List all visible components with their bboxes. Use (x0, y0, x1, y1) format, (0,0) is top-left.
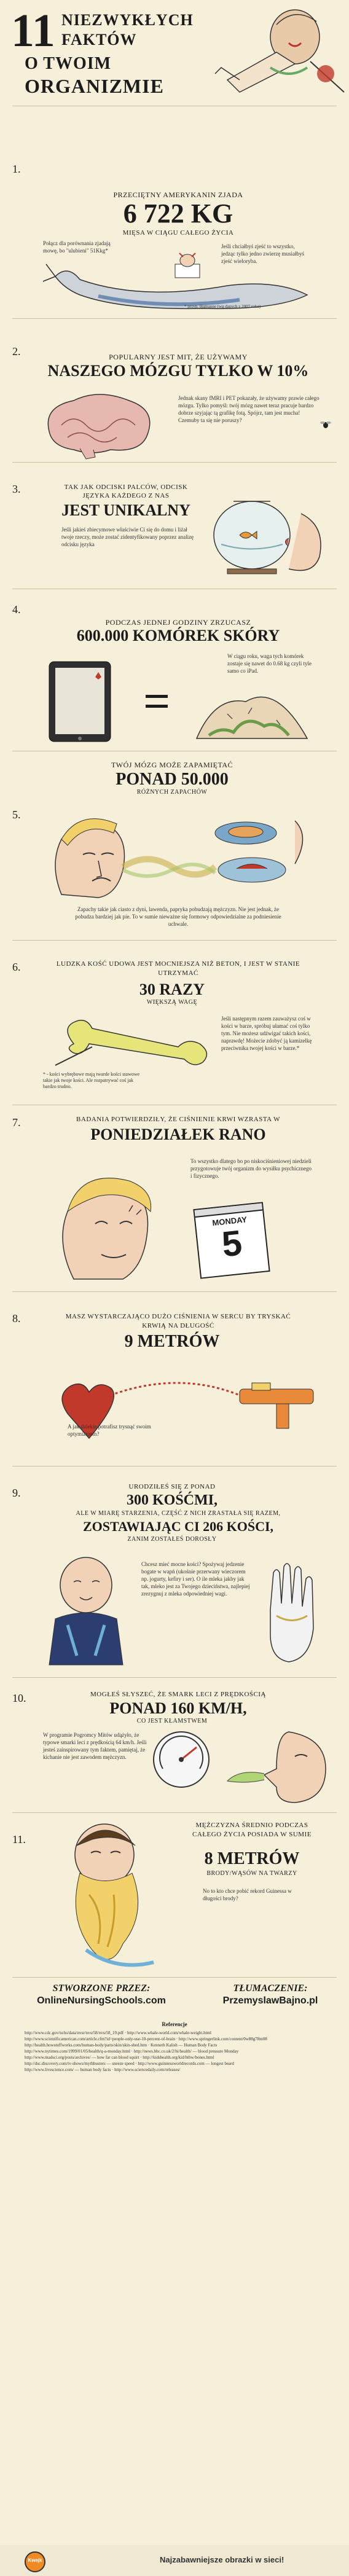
fact-headline: PONAD 160 KM/H, (109, 1699, 247, 1717)
banner-tagline: Najzabawniejsze obrazki w sieci! (160, 2555, 284, 2564)
fact-mid-text: ALE W MIARĘ STARZENIA, CZĘŚĆ Z NICH ZRASTAŁA SIĘ RAZEM, (76, 1510, 281, 1517)
fact-sub-text: MIĘSA W CIĄGU CAŁEGO ŻYCIA (122, 229, 234, 237)
divider (12, 940, 337, 941)
header-title-line1: NIEZWYKŁYCH (61, 11, 194, 29)
divider (12, 318, 337, 319)
fact-top-text: LUDZKA KOŚĆ UDOWA JEST MOCNIEJSZA NIŻ BETON, I JEST W STANIE UTRZYMAĆ (56, 960, 300, 977)
reference-line[interactable]: http://www.cdc.gov/nchs/data/nvsr/nvsr58/nvsr58_19.pdf · http://www.whale-world.com/whale-weight.html (25, 2030, 211, 2035)
fact-sub-text: WIĘKSZĄ WAGĘ (146, 999, 198, 1006)
baby-illustration (37, 1551, 135, 1668)
fact-note: A jak dalekie potrafisz trysnąć swoim optymizmem? (68, 1423, 151, 1437)
calendar-day-number: 5 (220, 1223, 245, 1265)
header-title-line4: ORGANIZMIE (25, 75, 164, 97)
fact-number: 2. (12, 345, 21, 358)
fact-note: W programie Pogromcy Mitów udążyło, że typowe smarki leci z prędkością 64 km/h. Jeśli jesteś zainspirowany tym faktem, pamiętaj, że kichanie nie jest zawodem mężczyzn. (43, 1732, 147, 1760)
brain-illustration (37, 388, 160, 459)
fact-sub-text: RÓŻNYCH ZAPACHÓW (136, 789, 208, 796)
heart-squirt-illustration (55, 1358, 326, 1457)
divider (12, 1291, 337, 1292)
fact-top-text: TWÓJ MÓZG MOŻE ZAPAMIĘTAĆ (111, 761, 233, 769)
fact-top-text: URODZIŁEŚ SIĘ Z PONAD (128, 1483, 216, 1490)
fact-number: 1. (12, 163, 21, 175)
kwejk-logo-text: Kwejk (28, 2558, 42, 2563)
fact-number: 10. (12, 1692, 26, 1704)
translated-by: PrzemyslawBajno.pl (222, 1995, 318, 2006)
calendar (193, 1202, 270, 1278)
fact-headline-2: ZOSTAWIAJĄC CI 206 KOŚCI, (82, 1519, 274, 1534)
references-list (25, 2030, 326, 2073)
divider (12, 1977, 337, 1978)
fact-note: To wszystko dlatego bo po niskociśnieniowej niedzieli przygotowuje twój organizm do wysiłku psychicznego i fizycznego. (190, 1158, 312, 1179)
fact-10-section (0, 1680, 349, 1811)
divider (12, 1812, 337, 1813)
header-section (0, 0, 349, 98)
fact-headline: 30 RAZY (139, 981, 205, 998)
fact-3-section (0, 464, 349, 587)
fact-note: Zapachy takie jak ciasto z dyni, lawenda, papryka pobudzają mężczyzn. Nie jest jednak, że pobudza bardziej jak pie. To w sumie nieważne się formowy odpowiedzialne za podniesienie uchwale. (75, 906, 281, 927)
fact-number: 4. (12, 603, 21, 616)
fact-footnote: * przyp. Humanne (wg danych z 2007 roku) (184, 304, 261, 309)
scent-stream-illustration (123, 848, 215, 885)
fact-top-text: MĘŻCZYZNA ŚREDNIO PODCZAS CAŁEGO ŻYCIA POSIADA W SUMIE (192, 1822, 312, 1838)
fishbowl-illustration (203, 477, 338, 581)
glove-illustration (258, 1554, 326, 1665)
header-title-line2: FAKTÓW (61, 31, 137, 49)
fact-number: 5. (12, 808, 21, 821)
reference-line[interactable]: http://www.madsci.org/posts/archives/ — how far can blood squirt · http://kidshealth.org/kid/htbw/bones.html (25, 2055, 214, 2060)
fact-top-text: MOGŁEŚ SŁYSZEĆ, ŻE SMARK LECI Z PRĘDKOŚCIĄ (90, 1691, 266, 1698)
fact-headline: 9 METRÓW (124, 1332, 220, 1351)
fact-sub-text: ZANIM ZOSTAŁEŚ DOROSŁY (127, 1536, 217, 1543)
footer-banner (0, 2545, 349, 2576)
header-big-number: 11 (11, 5, 55, 57)
fact-5-section (0, 753, 349, 939)
reference-line[interactable]: http://www.livescience.com/ — human body facts · http://www.sciencedaily.com/releases/ (25, 2067, 181, 2072)
fact-right-note: Jeśli chciałbyś zjeść to wszystko, jedząc tylko jedno zwierzę musiałbyś zjeść wieloryba. (221, 243, 304, 264)
fact-headline: PONAD 50.000 (116, 770, 229, 789)
stressed-man-illustration (37, 1156, 178, 1285)
tablet-illustration (43, 659, 117, 745)
fact-sub-text: CO JEST KŁAMSTWEM (136, 1718, 208, 1725)
bearded-man-illustration (43, 1821, 178, 1971)
fact-left-note: Połącz dla porównania zjadają mowę, bo "ulubieni" 51Kkg* (43, 240, 111, 254)
femur-bone-illustration (55, 1010, 215, 1071)
fact-11-section (0, 1815, 349, 1976)
fact-note-left: * - kości wybrębowe mają twarde kości stawowe takie jak twoje kości. Ale rozpatrywać coś jak bardzo trudno. (43, 1071, 140, 1089)
fly-icon (320, 419, 332, 431)
fact-8-section (0, 1294, 349, 1465)
reference-line[interactable]: http://health.howstuffworks.com/human-body/parts/skin/skin-shed.htm · Kenneth Kalish — Human Body Facts (25, 2043, 218, 2048)
fact-number: 7. (12, 1116, 21, 1129)
anatomy-figure-illustration (203, 0, 349, 98)
fact-number: 11. (12, 1833, 26, 1846)
fact-number: 6. (12, 961, 21, 973)
references-title: Referencje (162, 2021, 187, 2027)
fact-9-section (0, 1468, 349, 1676)
fact-note: Jednak skany fMRI i PET pokazały, że używamy prawie całego mózgu. Tylko pomyśl: twój mózg nawet teraz pracuje bardzo dobrze szyjając tą grafikę fotą. Spójrz, tam jest mucha! Czemuby ta się nie poruszy? (178, 395, 320, 423)
fact-number: 3. (12, 483, 21, 495)
references-section (0, 2021, 349, 2095)
fact-top-text: BADANIA POTWIERDZIŁY, ŻE CIŚNIENIE KRWI WZRASTA W (76, 1116, 280, 1123)
created-label: STWORZONE PRZEZ: (52, 1983, 151, 1994)
skin-cells-pile-illustration (190, 677, 313, 745)
fact-number: 9. (12, 1487, 21, 1499)
fact-sub-text: BRODY/WĄSÓW NA TWARZY (206, 1870, 297, 1877)
speedometer-illustration (151, 1729, 212, 1790)
fact-headline: NASZEGO MÓZGU TYLKO W 10% (47, 362, 309, 380)
fact-headline: 8 METRÓW (204, 1849, 300, 1868)
fact-headline: PONIEDZIAŁEK RANO (90, 1126, 266, 1143)
fact-note: Jeśli jakieś zbiecymowe właściwie Ci się do domu i liżał twoje rzeczy, może zostać zidentyfikowany poprzez analizę odcisku języka (61, 527, 194, 547)
sneezing-face-illustration (227, 1726, 332, 1806)
fact-top-text: PRZECIĘTNY AMERYKANIN ZJADA (113, 190, 243, 199)
fact-note-right: Jeśli następnym razem zauważysz coś w kości w barze, spróbuj ułamać coś tylko tym. Nie możesz udźwigać takich kości, naprawdę! Możecie zdobyć ją kamizelkę przeciwnika twojej kości w barze.* (221, 1016, 312, 1051)
reference-line[interactable]: http://www.scientificamerican.com/article.cfm?id=people-only-use-10-percent-of-brain · http://www.springerlink.com/content/0w88g78m08 (25, 2037, 267, 2042)
fact-headline: 6 722 KG (123, 198, 233, 229)
translated-label: TŁUMACZENIE: (233, 1983, 308, 1994)
fact-top-text: TAK JAK ODCISKI PALCÓW, ODCISK JĘZYKA KAŻDEGO Z NAS (64, 483, 188, 499)
reference-line[interactable]: http://www.nytimes.com/1999/01/05/health/q-a-monday.html · http://news.bbc.co.uk/2/hi/health/ — blood pressure Monday (25, 2049, 239, 2054)
created-by: OnlineNursingSchools.com (37, 1995, 166, 2006)
fact-4-section (0, 591, 349, 750)
credits-section (0, 1979, 349, 2016)
fact-note: No to kto chce pobić rekord Guinessa w długości brody? (203, 1888, 292, 1901)
kwejk-logo[interactable] (25, 2551, 45, 2572)
equals-icon (144, 692, 169, 711)
fact-headline: 300 KOŚĆMI, (126, 1492, 218, 1508)
fact-note: W ciągu roku, waga tych komórek zostaje się nawet do 0.68 kg czyli tyle samo co iPad. (227, 653, 312, 674)
divider (12, 462, 337, 463)
fact-1-section (0, 108, 349, 313)
fact-number: 8. (12, 1312, 21, 1325)
header-title-line3: O TWOIM (25, 54, 112, 73)
reference-line[interactable]: http://dsc.discovery.com/tv-shows/mythbusters — sneeze speed · http://www.guinnessworldrecords.com — longest beard (25, 2061, 234, 2066)
divider (12, 1677, 337, 1678)
fact-top-text: MASZ WYSTARCZAJĄCO DUŻO CIŚNIENIA W SERCU BY TRYSKAĆ KRWIĄ NA DŁUGOŚĆ (65, 1313, 291, 1329)
fact-headline: JEST UNIKALNY (61, 501, 190, 519)
fact-6-section (0, 942, 349, 1103)
calendar-day-label: MONDAY (211, 1215, 248, 1228)
fact-7-section (0, 1107, 349, 1290)
food-plates-illustration (203, 808, 326, 901)
fact-2-section (0, 321, 349, 461)
fact-top-text: POPULARNY JEST MIT, ŻE UŻYWAMY (109, 353, 248, 361)
fact-headline: 600.000 KOMÓREK SKÓRY (76, 627, 280, 644)
fact-top-text: PODCZAS JEDNEJ GODZINY ZRZUCASZ (105, 618, 251, 627)
fact-note: Chcesz mieć mocne kości? Spożywaj jedzenie bogate w wapń (ukośnie przerwany wieczorem np. jogurty, kefiry i ser). O ile mleka jakby jak tak, mleko jest za Twojego dzieciństwa, najlepiej zrezygnuj z mleka odpowiedniej wagi. (141, 1561, 250, 1597)
